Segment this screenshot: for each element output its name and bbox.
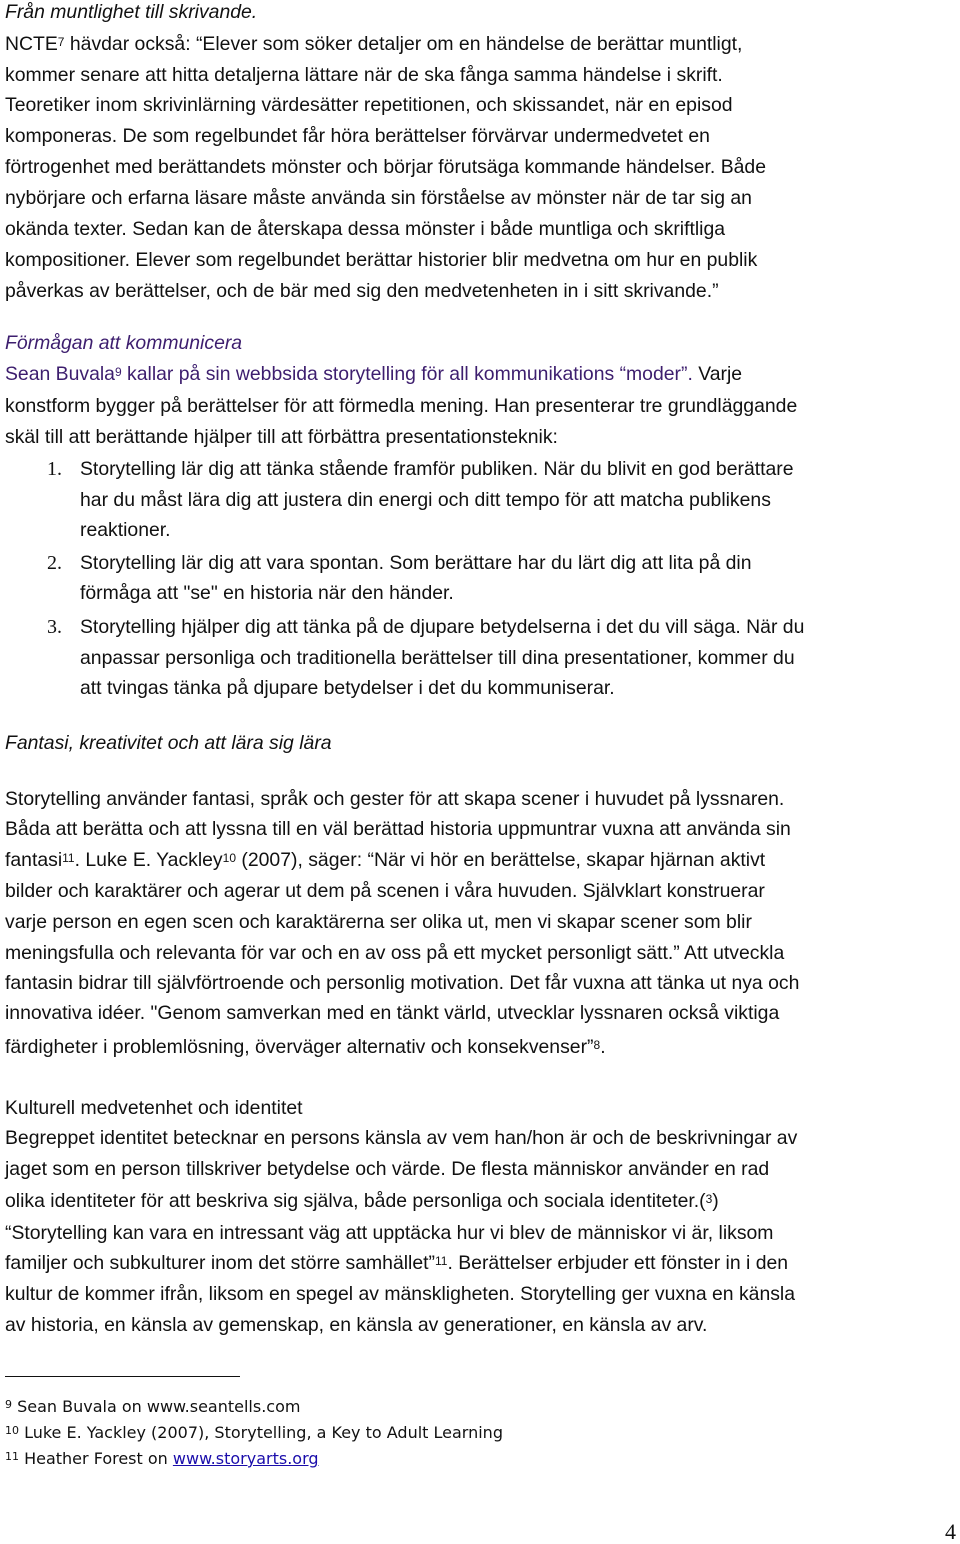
section-heading: Fantasi, kreativitet och att lära sig lära: [5, 732, 332, 754]
paragraph-line: innovativa idéer. "Genom samverkan med en tänkt värld, utvecklar lyssnaren också viktiga: [5, 1002, 780, 1024]
list-item-line: Storytelling lär dig att vara spontan. Som berättare har du lärt dig att lita på din: [80, 552, 752, 574]
paragraph-line: nybörjare och erfarna läsare måste använda sin förståelse av mönster när de tar sig an: [5, 187, 752, 209]
paragraph-line: konstform bygger på berättelser för att förmedla mening. Han presenterar tre grundläggande: [5, 395, 798, 417]
list-item-line: att tvingas tänka på djupare betydelser i det du kommuniserar.: [80, 677, 615, 699]
footnote-ref[interactable]: 3: [705, 1192, 713, 1206]
list-item-line: Storytelling lär dig att tänka stående framför publiken. När du blivit en god berättare: [80, 458, 794, 480]
paragraph-line: Sean Buvala$^9$ kallar på sin webbsida storytelling för all kommunikations “moder”. Varje: [5, 363, 743, 385]
paragraph-line: “Storytelling kan vara en intressant väg att upptäcka hur vi blev de människor vi är, liksom: [5, 1222, 774, 1244]
paragraph-line: förtrogenhet med berättandets mönster och börjar förutsäga kommande händelser. Både: [5, 156, 766, 178]
paragraph-line: varje person en egen scen och karaktärerna ser olika ut, men vi skapar scener som blir: [5, 911, 752, 933]
paragraph-line: skäl till att berättande hjälper till att förbättra presentationsteknik:: [5, 426, 558, 448]
paragraph-line: Storytelling använder fantasi, språk och gester för att skapa scener i huvudet på lyssnaren.: [5, 788, 785, 810]
footnote-divider: [5, 1376, 240, 1377]
list-item-line: Storytelling hjälper dig att tänka på de djupare betydelserna i det du vill säga. När du: [80, 616, 805, 638]
paragraph-line: Teoretiker inom skrivinlärning värdesätter repetitionen, och skissandet, när en episod: [5, 94, 733, 116]
paragraph-line: okända texter. Sedan kan de återskapa dessa mönster i både muntliga och skriftliga: [5, 218, 726, 240]
paragraph-line: meningsfulla och relevanta för var och en av oss på ett mycket personligt sätt.” Att utveckla: [5, 942, 785, 964]
paragraph-line: kultur de kommer ifrån, liksom en spegel av mänskligheten. Storytelling ger vuxna en känsla: [5, 1283, 796, 1305]
list-item-line: förmåga att "se" en historia när den händer.: [80, 582, 454, 604]
list-number: 3.: [47, 616, 62, 638]
section-heading: Förmågan att kommunicera: [5, 332, 243, 354]
list-item-line: reaktioner.: [80, 519, 171, 541]
footnote-ref[interactable]: 9: [114, 365, 122, 379]
paragraph-line: Begreppet identitet betecknar en persons känsla av vem han/hon är och de beskrivningar av: [5, 1127, 798, 1149]
paragraph-line: påverkas av berättelser, och de bär med sig den medvetenheten in i sitt skrivande.”: [5, 280, 719, 302]
footnote: $^9$ Sean Buvala on www.seantells.com: [5, 1397, 301, 1416]
person-name: Sean Buvala: [5, 363, 115, 385]
paragraph-line: familjer och subkulturer inom det större samhället”$^{11}$. Berättelser erbjuder ett fönster in i den: [5, 1252, 789, 1274]
list-item-line: har du måst lära dig att justera din energi och ditt tempo för att matcha publikens: [80, 489, 771, 511]
footnote: $^{11}$ Heather Forest on www.storyarts.org: [5, 1449, 319, 1468]
footnote-link[interactable]: www.storyarts.org: [172, 1449, 319, 1468]
paragraph-line: av historia, en känsla av gemenskap, en känsla av generationer, en känsla av arv.: [5, 1314, 708, 1336]
paragraph-line: bilder och karaktärer och agerar ut dem på scenen i våra huvuden. Självklart konstruerar: [5, 880, 765, 902]
paragraph-line: NCTE$^7$ hävdar också: “Elever som söker detaljer om en händelse de berättar muntligt,: [5, 33, 743, 55]
footnote-ref[interactable]: 10: [222, 851, 236, 865]
page-number: 4: [945, 1519, 956, 1544]
paragraph-line: kompositioner. Elever som regelbundet berättar historier blir medvetna om hur en publik: [5, 249, 758, 271]
section-heading: Kulturell medvetenhet och identitet: [5, 1097, 303, 1119]
paragraph-line: fantasi$^{11}$. Luke E. Yackley$^{10}$ (2007), säger: “När vi hör en berättelse, skapar hjärnan aktivt: [5, 849, 766, 871]
footnote-ref[interactable]: 11: [435, 1254, 448, 1268]
paragraph-line: kommer senare att hitta detaljerna lättare när de ska fånga samma händelse i skrift.: [5, 64, 723, 86]
section-heading: Från muntlighet till skrivande.: [5, 1, 258, 23]
list-number: 1.: [47, 458, 62, 480]
paragraph-line: jaget som en person tillskriver betydelse och värde. De flesta människor använder en rad: [5, 1158, 770, 1180]
list-number: 2.: [47, 552, 62, 574]
paragraph-line: Båda att berätta och att lyssna till en väl berättad historia uppmuntrar vuxna att använda sin: [5, 818, 791, 840]
paragraph-line: olika identiteter för att beskriva sig själva, både personliga och sociala identiteter.($^3$): [5, 1190, 719, 1212]
footnote-ref[interactable]: 7: [57, 35, 65, 49]
footnote-ref[interactable]: 11: [62, 851, 75, 865]
paragraph-line: komponeras. De som regelbundet får höra berättelser förvärvar undermedvetet en: [5, 125, 710, 147]
list-item-line: anpassar personliga och traditionella berättelser till dina presentationer, kommer du: [80, 647, 795, 669]
footnote-ref[interactable]: 8: [593, 1038, 601, 1052]
paragraph-line: färdigheter i problemlösning, överväger alternativ och konsekvenser”$^8$.: [5, 1036, 606, 1058]
footnote: $^{10}$ Luke E. Yackley (2007), Storytelling, a Key to Adult Learning: [5, 1423, 503, 1442]
paragraph-line: fantasin bidrar till självförtroende och personlig motivation. Det får vuxna att tänka ut nya och: [5, 972, 800, 994]
